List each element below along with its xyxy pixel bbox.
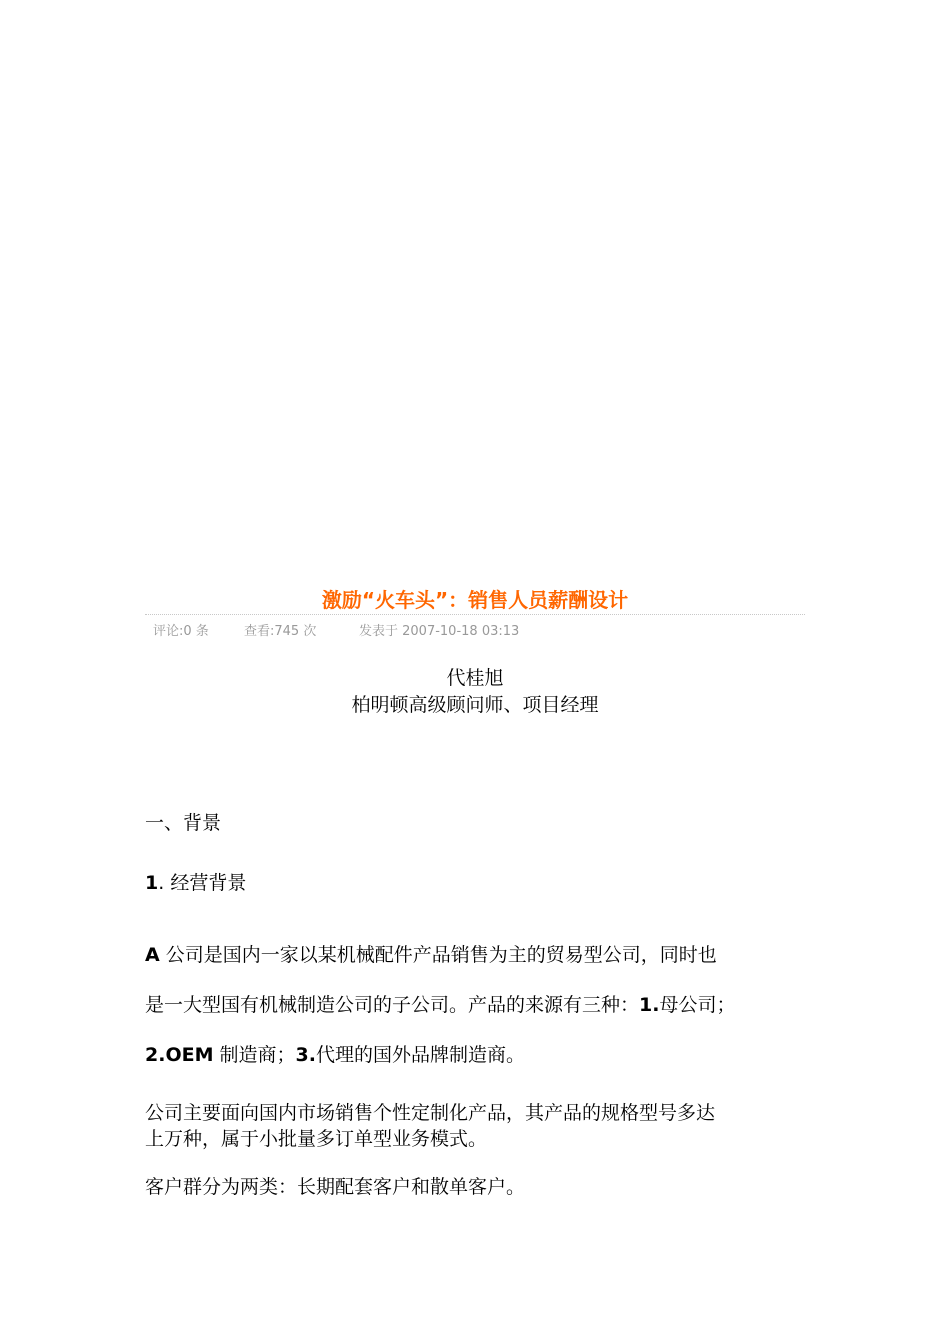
subsection-heading	[145, 868, 815, 895]
paragraph-text: 代理的国外品牌制造商。	[315, 1044, 525, 1066]
article-title: 激励“火车头”：销售人员薪酬设计	[321, 588, 629, 612]
company-letter: A	[145, 944, 160, 966]
title-divider	[145, 614, 805, 615]
paragraph-line: 公司主要面向国内市场销售个性定制化产品，其产品的规格型号多达	[145, 1102, 716, 1124]
list-number: 2.OEM	[145, 1044, 214, 1066]
paragraph-text: 母公司；	[659, 994, 736, 1016]
subsection-separator: .	[158, 872, 171, 894]
paragraph-line: 上万种，属于小批量多订单型业务模式。	[145, 1128, 488, 1150]
paragraph-line	[145, 940, 815, 967]
paragraph-text: 是一大型国有机械制造公司的子公司。产品的来源有三种：	[145, 994, 640, 1016]
subsection-number: 1	[145, 872, 159, 894]
paragraph-text: 公司是国内一家以某机械配件产品销售为主的贸易型公司，同时也	[159, 944, 717, 966]
comment-count[interactable]: 评论:0 条	[153, 624, 209, 639]
paragraph: 客户群分为两类：长期配套客户和散单客户。	[145, 1176, 526, 1198]
author-name: 代桂旭	[446, 667, 504, 689]
paragraph	[145, 1100, 815, 1152]
article-meta	[153, 620, 519, 639]
view-count: 查看:745 次	[244, 624, 317, 639]
paragraph-line	[145, 1040, 815, 1067]
list-number: 3.	[295, 1044, 316, 1066]
list-number: 1.	[639, 994, 660, 1016]
section-heading: 一、背景	[145, 812, 222, 834]
publish-date: 发表于 2007-10-18 03:13	[359, 624, 520, 639]
subsection-title: 经营背景	[170, 872, 247, 894]
paragraph-line	[145, 990, 815, 1017]
author-title: 柏明顿高级顾问师、项目经理	[351, 694, 599, 716]
paragraph-text: 制造商；	[213, 1044, 296, 1066]
author-block	[145, 665, 805, 719]
